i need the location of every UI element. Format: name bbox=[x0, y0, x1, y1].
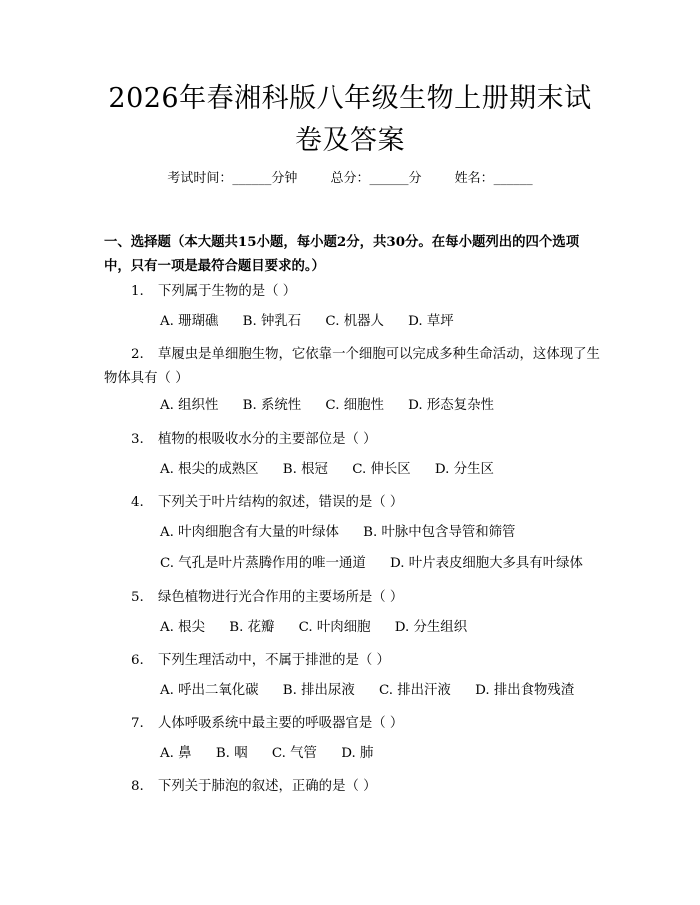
question-number: 5. bbox=[131, 590, 144, 605]
question-number: 2. bbox=[131, 347, 144, 362]
question-number: 7. bbox=[131, 716, 144, 731]
question-5 bbox=[104, 586, 604, 610]
question-text: 植物的根吸收水分的主要部位是（ ） bbox=[158, 432, 377, 447]
option-c: C. 气孔是叶片蒸腾作用的唯一通道 bbox=[160, 556, 366, 571]
option-a: A. 呼出二氧化碳 bbox=[160, 683, 259, 698]
option-d: D. 分生区 bbox=[434, 462, 494, 477]
option-a: A. 鼻 bbox=[160, 746, 192, 761]
option-d: D. 肺 bbox=[341, 746, 374, 761]
question-text: 人体呼吸系统中最主要的呼吸器官是（ ） bbox=[158, 716, 404, 731]
question-4-options-row-1 bbox=[160, 523, 620, 543]
option-b: B. 系统性 bbox=[242, 398, 302, 413]
question-2-options bbox=[160, 396, 620, 416]
question-number: 3. bbox=[131, 432, 144, 447]
name-blank: ______ bbox=[493, 171, 533, 186]
option-b: B. 花瓣 bbox=[229, 620, 275, 635]
question-4 bbox=[104, 491, 604, 515]
question-3-options bbox=[160, 460, 620, 480]
section-heading: 一、选择题（本大题共15小题，每小题2分，共30分。在每小题列出的四个选项中，只有一项是最符合题目要求的。） bbox=[104, 234, 580, 274]
question-2 bbox=[104, 343, 604, 391]
question-4-options-row-2 bbox=[160, 554, 620, 574]
option-a: A. 组织性 bbox=[160, 398, 219, 413]
option-c: C. 排出汗液 bbox=[378, 683, 451, 698]
option-c: C. 叶肉细胞 bbox=[298, 620, 371, 635]
option-b: B. 叶脉中包含导管和筛管 bbox=[363, 525, 516, 540]
time-unit: 分钟 bbox=[271, 171, 298, 186]
question-8 bbox=[104, 775, 604, 799]
question-5-options bbox=[160, 618, 620, 638]
question-1-options bbox=[160, 312, 620, 332]
option-a: A. 珊瑚礁 bbox=[160, 314, 219, 329]
question-text: 草履虫是单细胞生物，它依靠一个细胞可以完成多种生命活动，这体现了生物体具有（ ） bbox=[104, 347, 600, 386]
option-a: A. 根尖 bbox=[160, 620, 205, 635]
time-label: 考试时间： bbox=[167, 171, 233, 186]
option-b: B. 钟乳石 bbox=[242, 314, 302, 329]
score-blank: ______ bbox=[369, 171, 409, 186]
option-d: D. 分生组织 bbox=[394, 620, 468, 635]
question-7 bbox=[104, 712, 604, 736]
name-label: 姓名： bbox=[454, 171, 494, 186]
question-6-options bbox=[160, 681, 620, 701]
option-d: D. 叶片表皮细胞大多具有叶绿体 bbox=[390, 556, 583, 571]
option-b: B. 咽 bbox=[215, 746, 248, 761]
option-d: D. 排出食物残渣 bbox=[475, 683, 575, 698]
page-title: 2026年春湘科版八年级生物上册期末试卷及答案 bbox=[108, 83, 592, 156]
question-6 bbox=[104, 649, 604, 673]
question-3 bbox=[104, 428, 604, 452]
option-d: D. 草坪 bbox=[408, 314, 454, 329]
question-text: 下列关于叶片结构的叙述，错误的是（ ） bbox=[158, 495, 404, 510]
option-c: C. 细胞性 bbox=[325, 398, 384, 413]
option-d: D. 形态复杂性 bbox=[408, 398, 494, 413]
question-text: 下列关于肺泡的叙述，正确的是（ ） bbox=[158, 779, 377, 794]
exam-info-line bbox=[0, 170, 700, 188]
question-text: 绿色植物进行光合作用的主要场所是（ ） bbox=[158, 590, 404, 605]
question-number: 4. bbox=[131, 495, 144, 510]
option-b: B. 排出尿液 bbox=[282, 683, 355, 698]
question-number: 1. bbox=[131, 284, 144, 299]
option-a: A. 根尖的成熟区 bbox=[160, 462, 259, 477]
question-number: 8. bbox=[131, 779, 144, 794]
option-b: B. 根冠 bbox=[282, 462, 328, 477]
option-c: C. 机器人 bbox=[325, 314, 384, 329]
time-blank: ______ bbox=[232, 171, 272, 186]
question-text: 下列生理活动中，不属于排泄的是（ ） bbox=[158, 653, 390, 668]
question-number: 6. bbox=[131, 653, 144, 668]
option-c: C. 伸长区 bbox=[352, 462, 411, 477]
question-7-options bbox=[160, 744, 620, 764]
option-c: C. 气管 bbox=[271, 746, 317, 761]
score-unit: 分 bbox=[408, 171, 422, 186]
question-text: 下列属于生物的是（ ） bbox=[158, 284, 297, 299]
score-label: 总分： bbox=[330, 171, 370, 186]
option-a: A. 叶肉细胞含有大量的叶绿体 bbox=[160, 525, 339, 540]
question-1 bbox=[104, 280, 604, 304]
